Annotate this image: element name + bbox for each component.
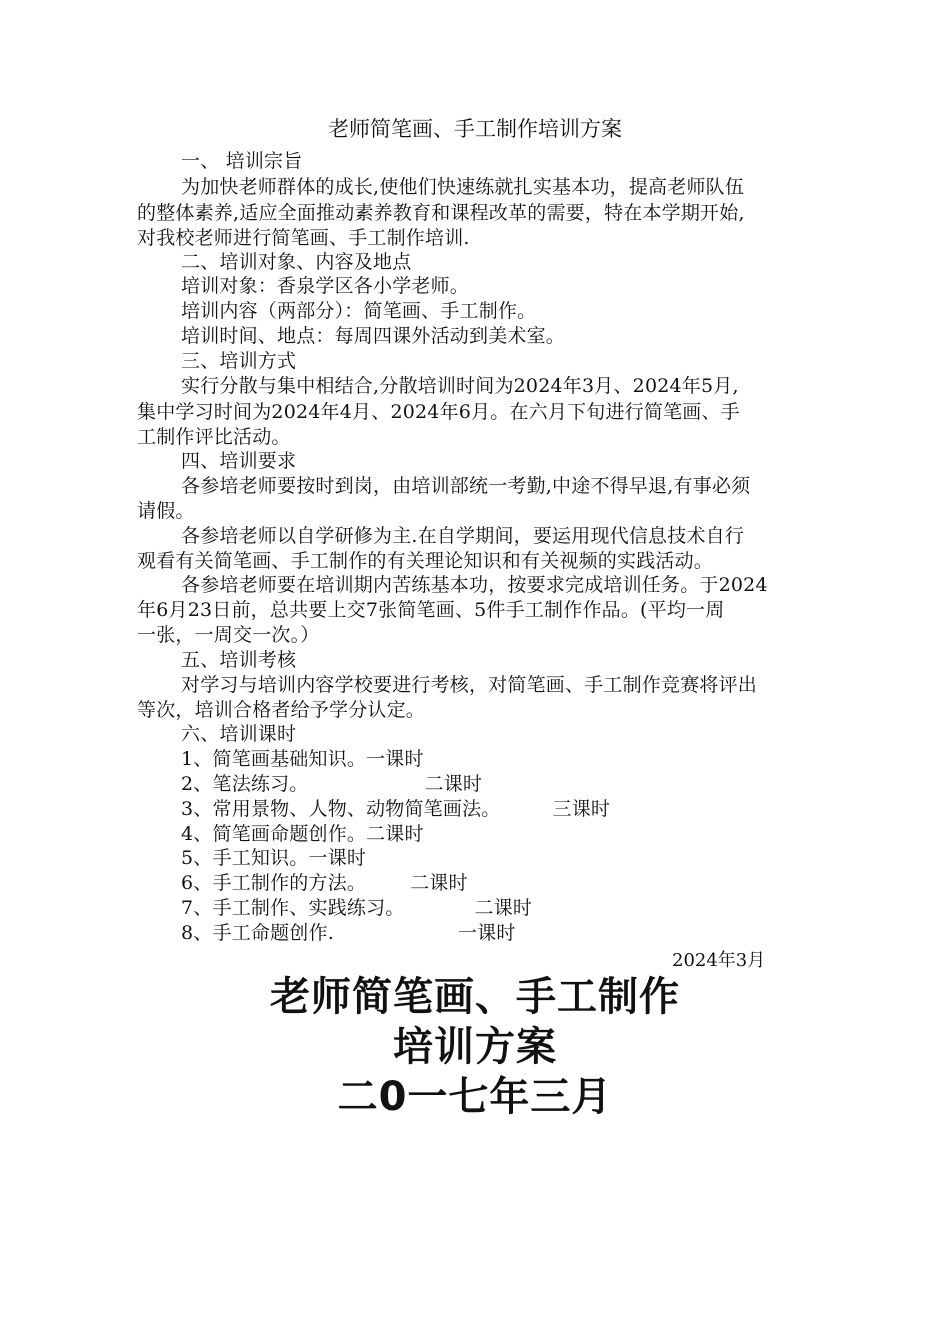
hours-row (181, 921, 862, 945)
paragraph-line: 各参培老师要按时到岗，由培训部统一考勤,中途不得早退,有事必须 (181, 475, 751, 497)
hours-row (181, 846, 862, 870)
paragraph-line: 对学习与培训内容学校要进行考核，对简笔画、手工制作竞赛将评出 (181, 674, 758, 696)
hours-value: 一课时 (308, 847, 367, 869)
paragraph-line: 培训内容（两部分）：简笔画、手工制作。 (181, 300, 537, 322)
paragraph-line: 一张，一周交一次。） (137, 624, 320, 646)
paragraph-line: 观看有关简笔画、手工制作的有关理论知识和有关视频的实践活动。 (137, 550, 714, 572)
paragraph-line: 年6月23日前，总共要上交7张简笔画、5件手工制作作品。(平均一周 (137, 599, 725, 621)
hours-row (181, 871, 862, 895)
hours-item: 1、简笔画基础知识。 (181, 748, 367, 770)
hours-value: 一课时 (457, 922, 516, 944)
paragraph-line: 等次，培训合格者给予学分认定。 (137, 699, 426, 721)
paragraph-line: 培训时间、地点：每周四课外活动到美术室。 (181, 325, 566, 347)
hours-row (181, 797, 862, 821)
paragraph-line: 工制作评比活动。 (137, 426, 291, 448)
hours-item: 8、手工命题创作. (181, 922, 334, 944)
section-4-heading: 四、培训要求 (181, 450, 297, 472)
cover-date: 二0一七年三月 (337, 1074, 613, 1120)
paragraph-line: 实行分散与集中相结合,分散培训时间为2024年3月、2024年5月, (181, 375, 739, 397)
hours-value: 二课时 (424, 773, 483, 795)
paragraph-line: 各参培老师要在培训期内苦练基本功，按要求完成培训任务。于2024 (181, 574, 768, 596)
section-6-heading: 六、培训课时 (181, 723, 297, 745)
cover-title-line-2: 培训方案 (393, 1024, 557, 1070)
paragraph-line: 的整体素养,适应全面推动素养教育和课程改革的需要，特在本学期开始, (137, 202, 745, 224)
hours-item: 4、简笔画命题创作。 (181, 823, 367, 845)
paragraph-line: 对我校老师进行简笔画、手工制作培训. (137, 227, 470, 249)
hours-item: 5、手工知识。 (181, 847, 309, 869)
section-3-heading: 三、培训方式 (181, 350, 297, 372)
paragraph-line: 各参培老师以自学研修为主.在自学期间，要运用现代信息技术自行 (181, 525, 745, 547)
section-2-heading: 二、培训对象、内容及地点 (181, 251, 412, 273)
hours-item: 7、手工制作、实践练习。 (181, 897, 405, 919)
section-5-heading: 五、培训考核 (181, 649, 297, 671)
hours-row (181, 822, 862, 846)
paragraph-line: 请假。 (137, 500, 195, 522)
paragraph-line: 培训对象：香泉学区各小学老师。 (181, 275, 470, 297)
hours-value: 一课时 (366, 748, 424, 770)
section-1-heading: 一、 培训宗旨 (181, 150, 303, 172)
hours-value: 二课时 (366, 823, 424, 845)
hours-row (181, 747, 862, 771)
document-date: 2024年3月 (672, 950, 766, 971)
hours-item: 6、手工制作的方法。 (181, 872, 367, 894)
document-title: 老师简笔画、手工制作培训方案 (328, 117, 622, 141)
hours-item: 3、常用景物、人物、动物简笔画法。 (181, 798, 501, 820)
hours-value: 二课时 (410, 872, 468, 894)
cover-title-line-1: 老师简笔画、手工制作 (270, 974, 680, 1020)
paragraph-line: 集中学习时间为2024年4月、2024年6月。在六月下旬进行简笔画、手 (137, 401, 740, 423)
hours-value: 三课时 (552, 798, 611, 820)
hours-row (181, 772, 862, 796)
hours-value: 二课时 (474, 897, 533, 919)
hours-item: 2、笔法练习。 (181, 773, 309, 795)
hours-row (181, 896, 862, 920)
paragraph-line: 为加快老师群体的成长,使他们快速练就扎实基本功，提高老师队伍 (181, 176, 745, 198)
